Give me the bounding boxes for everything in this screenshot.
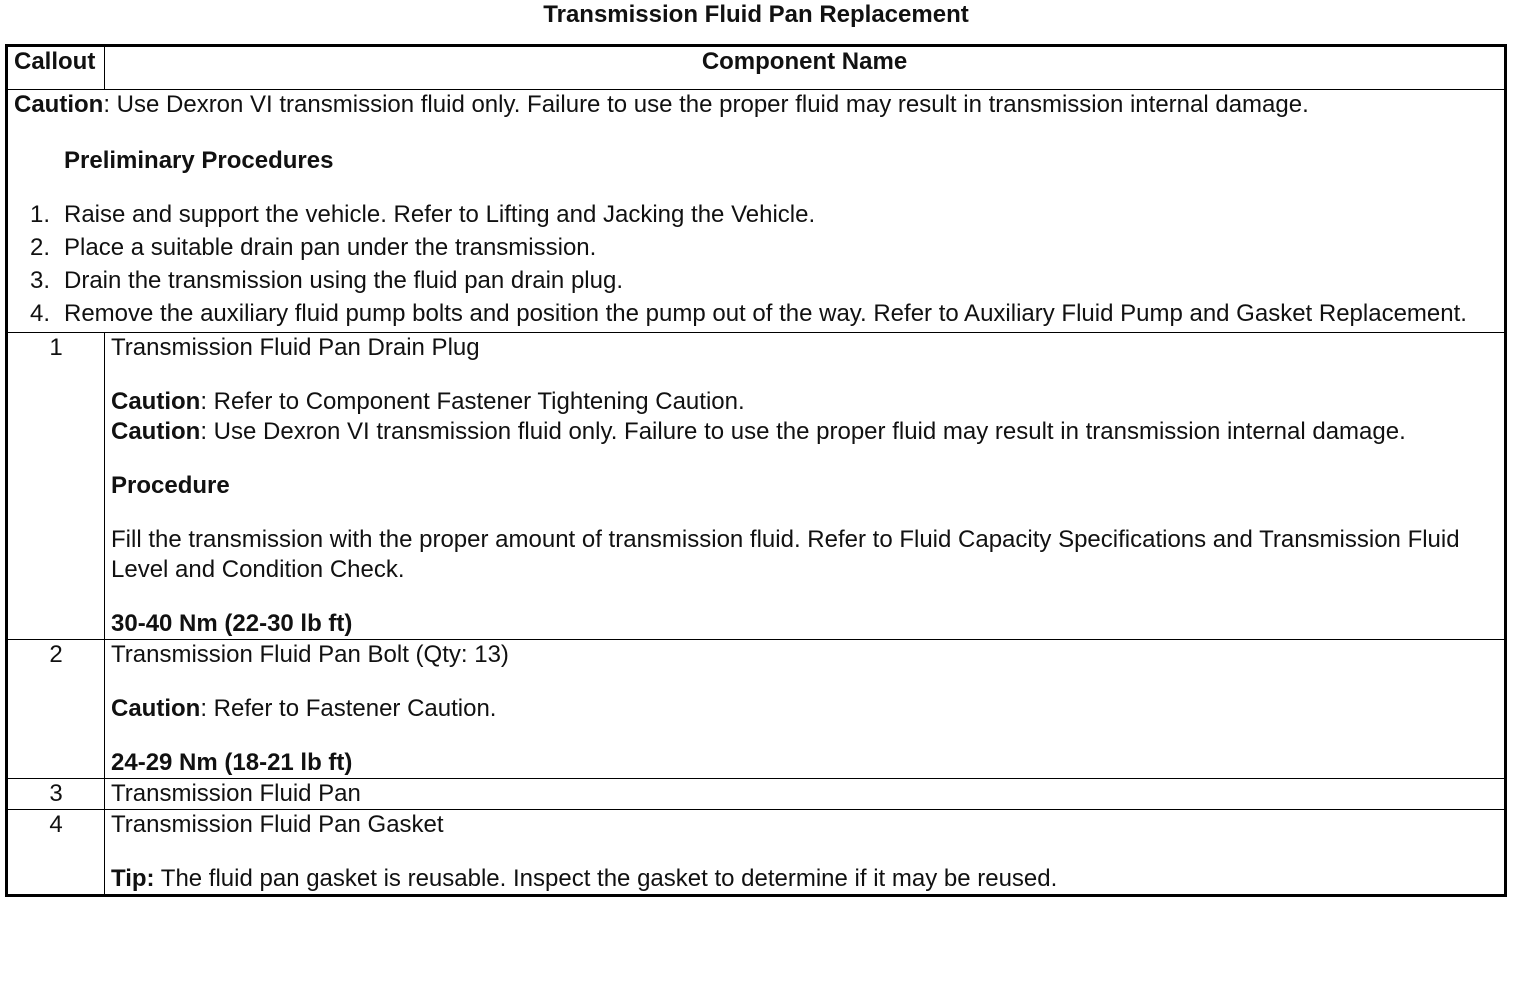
procedure-table [5, 44, 1507, 897]
tip-text: The fluid pan gasket is reusable. Inspect the gasket to determine if it may be reused. [154, 865, 1058, 892]
table-row [7, 810, 1506, 896]
tip-line [111, 864, 1498, 894]
preliminary-row [7, 90, 1506, 333]
step-number: 4. [30, 300, 51, 327]
component-name: Transmission Fluid Pan Gasket [111, 811, 444, 838]
component-cell [105, 640, 1506, 779]
list-item [14, 200, 1498, 230]
table-row [7, 779, 1506, 810]
torque-spec: 30-40 Nm (22-30 lb ft) [111, 610, 353, 637]
caution-text: : Use Dexron VI transmission fluid only. Failure to use the proper fluid may result in transmission internal damage. [200, 418, 1406, 445]
callout-number: 4 [7, 810, 105, 896]
caution-text: : Use Dexron VI transmission fluid only. Failure to use the proper fluid may result in transmission internal damage. [103, 91, 1309, 118]
callout-column-header: Callout [7, 46, 105, 90]
component-cell [105, 810, 1506, 896]
tip-label: Tip: [111, 865, 155, 892]
procedure-text: Fill the transmission with the proper amount of transmission fluid. Refer to Fluid Capacity Specifications and Transmission Fluid Level and Condition Check. [111, 526, 1460, 583]
table-row [7, 333, 1506, 640]
step-text: Remove the auxiliary fluid pump bolts and position the pump out of the way. Refer to Auxiliary Fluid Pump and Gasket Replacement. [64, 300, 1467, 327]
page-title: Transmission Fluid Pan Replacement [543, 1, 969, 28]
caution-label: Caution [111, 418, 201, 445]
list-item [14, 266, 1498, 296]
preliminary-heading: Preliminary Procedures [64, 147, 334, 174]
step-number: 1. [30, 201, 51, 228]
step-text: Raise and support the vehicle. Refer to Lifting and Jacking the Vehicle. [64, 201, 816, 228]
step-text: Place a suitable drain pan under the transmission. [64, 234, 597, 261]
component-name: Transmission Fluid Pan [111, 780, 361, 807]
callout-number: 3 [7, 779, 105, 810]
caution-text: : Refer to Fastener Caution. [200, 695, 497, 722]
caution-label: Caution [111, 695, 201, 722]
caution-label: Caution [111, 388, 201, 415]
preliminary-cell [7, 90, 1506, 333]
procedure-heading: Procedure [111, 472, 230, 499]
component-cell [105, 333, 1506, 640]
caution-line [111, 387, 1498, 417]
callout-number: 2 [7, 640, 105, 779]
torque-spec: 24-29 Nm (18-21 lb ft) [111, 749, 353, 776]
component-name: Transmission Fluid Pan Bolt (Qty: 13) [111, 641, 509, 668]
callout-number: 1 [7, 333, 105, 640]
preliminary-caution [14, 90, 1498, 120]
caution-line [111, 417, 1498, 447]
step-number: 2. [30, 234, 51, 261]
step-text: Drain the transmission using the fluid pan drain plug. [64, 267, 623, 294]
caution-label: Caution [14, 91, 104, 118]
caution-line [111, 694, 1498, 724]
caution-text: : Refer to Component Fastener Tightening Caution. [200, 388, 745, 415]
preliminary-steps [14, 200, 1498, 329]
component-name: Transmission Fluid Pan Drain Plug [111, 334, 480, 361]
step-number: 3. [30, 267, 51, 294]
list-item [14, 299, 1498, 329]
component-name-column-header: Component Name [105, 46, 1506, 90]
table-header-row [7, 46, 1506, 90]
component-cell [105, 779, 1506, 810]
list-item [14, 233, 1498, 263]
table-row [7, 640, 1506, 779]
